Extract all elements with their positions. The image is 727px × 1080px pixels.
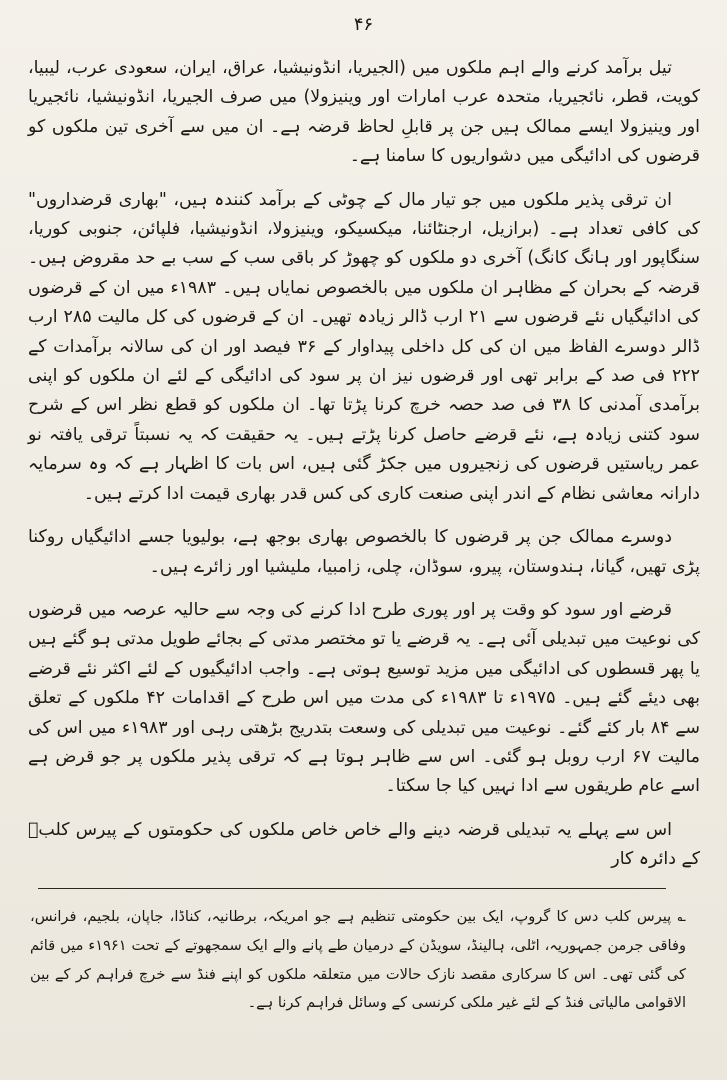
paragraph-other-debtors: دوسرے ممالک جن پر قرضوں کا بالخصوص بھاری بوجھ ہے، بولیویا جسے ادائیگیاں روکنا پڑی تھیں، گیانا، ہندوستان، پیرو، سوڈان، چلی، زامبیا، ملیشیا اور زائرے ہیں۔: [28, 527, 700, 577]
paragraph-manufactured-exporters: ان ترقی پذیر ملکوں میں جو تیار مال کے چوٹی کے برآمد کنندہ ہیں، "بھاری قرضداروں" کی کافی تعداد ہے۔ (برازیل، ارجنٹائنا، میکسیکو، وینیزولا، انڈونیشیا، فلپائن، جنوبی کوریا، سنگاپور اور ہانگ کانگ) آخری دو ملکوں کو چھوڑ کر باقی سب کے سب بے حد مقروض ہیں۔ قرضہ کے بحران کے مظاہر ان ملکوں میں بالخصوص نمایاں ہیں۔ ۱۹۸۳ء میں ان کے قرضوں کی ادائیگیاں نئے قرضوں سے ۲۱ ارب ڈالر زیادہ تھیں۔ ان کے قرضوں کی کل مالیت ۲۸۵ ارب ڈالر دوسرے الفاظ میں ان کی کل داخلی پیداوار کے ۳۶ فیصد اور ان کی سالانہ برآمدات کے ۲۲۲ فی صد کے برابر تھی اور قرضوں نیز ان پر سود کی ادائیگی کے لئے ان ملکوں کو اپنی برآمدی آمدنی کا ۳۸ فی صد حصہ خرچ کرنا پڑتا تھا۔ ان ملکوں کو قطع نظر اس کے شرح سود کتنی زیادہ ہے، نئے قرضے حاصل کرنا پڑتے ہیں۔ یہ حقیقت کہ یہ نسبتاً ترقی یافتہ نو عمر ریاستیں قرضوں کی زنجیروں میں جکڑ گئی ہیں، اس بات کا اظہار ہے کہ وہ سرمایہ دارانہ معاشی نظام کے اندر اپنی صنعت کاری کی کس قدر بھاری قیمت ادا کرتے ہیں۔: [28, 189, 701, 504]
footnote-text: ؎ پیرس کلب دس کا گروپ، ایک بین حکومتی تنظیم ہے جو امریکہ، برطانیہ، کناڈا، جاپان، بلجیم، فرانس، وفاقی جرمن جمہوریہ، اٹلی، ہالینڈ، سویڈن کے درمیان طے پانے والے ایک سمجھوتے کے تحت ۱۹۶۱ء میں قائم کی گئی تھی۔ اس کا سرکاری مقصد نازک حالات میں متعلقہ ملکوں کو اپنے فنڈ سے خرچ فراہم کر کے بین الاقوامی مالیاتی فنڈ کے لئے غیر ملکی کرنسی کے وسائل فراہم کرنا ہے۔: [30, 908, 686, 1012]
paragraph-paris-club: اس سے پہلے یہ تبدیلی قرضہ دینے والے خاص خاص ملکوں کی حکومتوں کے پیرس کلبؔ کے دائرہ کار: [28, 819, 700, 870]
paragraph-debt-rescheduling: قرضے اور سود کو وقت پر اور پوری طرح ادا کرنے کی وجہ سے حالیہ عرصہ میں قرضوں کی نوعیت میں تبدیلی آئی ہے۔ یہ قرضے یا تو مختصر مدتی کے بجائے طویل مدتی ہو گئے ہیں یا پھر قسطوں کی ادائیگی میں مزید توسیع ہوتی ہے۔ واجب ادائیگیوں کے لئے اکثر نئے قرضے بھی دیئے گئے ہیں۔ ۱۹۷۵ء تا ۱۹۸۳ء کی مدت میں اس طرح کے اقدامات ۴۲ ملکوں کے تعلق سے ۸۴ بار کئے گئے۔ نوعیت میں تبدیلی کی وسعت بتدریج بڑھتی رہی اور ۱۹۸۳ء میں اس کی مالیت ۶۷ ارب روبل ہو گئی۔ اس سے ظاہر ہوتا ہے کہ ترقی پذیر ملکوں پر جو قرض ہے اسے عام طریقوں سے ادا نہیں کیا جا سکتا۔: [28, 599, 701, 797]
paragraph-oil-exporters: تیل برآمد کرنے والے اہم ملکوں میں (الجیریا، انڈونیشیا، عراق، ایران، سعودی عرب، لیبیا، کویت، قطر، نائجیریا، متحدہ عرب امارات اور وینیزولا) میں صرف الجیریا، انڈونیشیا، نائجیریا اور وینیزولا ایسے ممالک ہیں جن پر قابلِ لحاظ قرضہ ہے۔ ان میں سے آخری تین ملکوں کو قرضوں کی ادائیگی میں دشواریوں کا سامنا ہے۔: [28, 58, 700, 167]
footnote: [30, 903, 686, 1018]
page-number: ۴۶: [353, 14, 374, 35]
main-text: [28, 54, 700, 875]
footnote-divider: [38, 888, 666, 889]
